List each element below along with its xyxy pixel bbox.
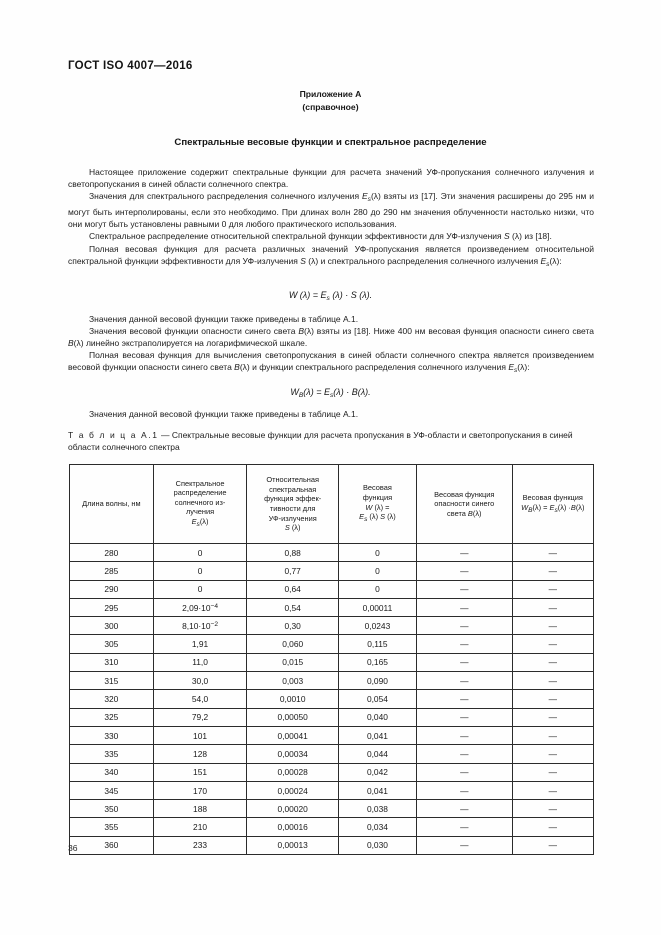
paragraph-8: Значения данной весовой функции также приведены в таблице А.1. (89, 409, 359, 419)
cell-weighting-w: 0,038 (338, 800, 416, 818)
cell-solar-distribution: $2,09\cdot 10^{-4}$ (153, 598, 247, 616)
cell-wavelength: 295 (70, 598, 154, 616)
cell-weighting-w: 0,044 (338, 745, 416, 763)
cell-weighting-w: 0,115 (338, 635, 416, 653)
cell-solar-distribution: 233 (153, 836, 247, 854)
cell-relative-efficiency: 0,00050 (247, 708, 338, 726)
table-row (70, 708, 594, 726)
cell-weighting-wb: — (512, 800, 593, 818)
cell-wavelength: 335 (70, 745, 154, 763)
cell-relative-efficiency: 0,77 (247, 562, 338, 580)
page-title: Спектральные весовые функции и спектральное распределение (174, 137, 487, 148)
cell-relative-efficiency: 0,00041 (247, 726, 338, 744)
cell-wavelength: 285 (70, 562, 154, 580)
table-row (70, 781, 594, 799)
paragraph-2: Значения для спектрального распределения солнечного излучения $E_s(\lambda)$ взяты из [17]. Эти значения расширены до 295 нм и могут быть интерполированы, если это необходимо. При длинах волн 280 до 290 нм значения облученности настолько низки, что они могут быть установлены равными 0 для любого практического использования. (68, 191, 594, 230)
cell-relative-efficiency: 0,00016 (247, 818, 338, 836)
cell-blue-hazard: — (416, 818, 512, 836)
cell-solar-distribution: 101 (153, 726, 247, 744)
cell-blue-hazard: — (416, 763, 512, 781)
cell-solar-distribution: 151 (153, 763, 247, 781)
column-header-weighting-function-w: Весовая функция W (λ) = Es (λ) S (λ) (338, 465, 416, 544)
cell-wavelength: 325 (70, 708, 154, 726)
formula-wb-lambda (0, 387, 661, 399)
cell-blue-hazard: — (416, 544, 512, 562)
cell-blue-hazard: — (416, 598, 512, 616)
paragraph-3: Спектральное распределение относительной спектральной функции эффективности для УФ-излучения S (λ) из [18]. (89, 231, 552, 242)
formula-2-text: $W_B(\lambda) = E_s(\lambda) \cdot B(\lambda)$. (290, 387, 371, 399)
page-number: 36 (68, 843, 78, 853)
cell-wavelength: 305 (70, 635, 154, 653)
table-row (70, 818, 594, 836)
paragraph-1: Настоящее приложение содержит спектральные функции для расчета значений УФ-пропускания солнечного излучения и светопропускания в синей области солнечного спектра. (68, 167, 594, 190)
table-caption-label: Т а б л и ц а А.1 (68, 430, 159, 440)
table-body (70, 544, 594, 855)
cell-weighting-wb: — (512, 544, 593, 562)
cell-wavelength: 355 (70, 818, 154, 836)
cell-weighting-wb: — (512, 617, 593, 635)
cell-blue-hazard: — (416, 580, 512, 598)
table-row (70, 617, 594, 635)
cell-weighting-wb: — (512, 580, 593, 598)
cell-relative-efficiency: 0,00034 (247, 745, 338, 763)
cell-weighting-wb: — (512, 726, 593, 744)
cell-solar-distribution: 79,2 (153, 708, 247, 726)
cell-weighting-w: 0,090 (338, 672, 416, 690)
paragraph-4: Полная весовая функция для расчета различных значений УФ-пропускания является произведением относительной спектральной функции эффективности для УФ-излучения S (λ) и спектрального распределения солнечного излучения $E_s(\lambda)$: (68, 243, 594, 268)
cell-weighting-w: 0,030 (338, 836, 416, 854)
cell-blue-hazard: — (416, 562, 512, 580)
cell-wavelength: 310 (70, 653, 154, 671)
column-header-solar-spectral-distribution: Спектральное распределение солнечного из- лучения Es(λ) (153, 465, 247, 544)
paragraph-6: Значения весовой функции опасности синего света B(λ) взяты из [18]. Ниже 400 нм весовая функция опасности синего света B(λ) линейно экстраполируется на логарифмической шкале. (68, 326, 594, 349)
cell-weighting-wb: — (512, 690, 593, 708)
paragraph-7: Полная весовая функция для вычисления светопропускания в синей области солнечного спектра является произведением весовой функции опасности синего света B(λ) и функции спектрального распределения солнечного излучения $E_s(\lambda)$: (68, 350, 594, 375)
table-row (70, 690, 594, 708)
cell-weighting-w: 0,0243 (338, 617, 416, 635)
table-row (70, 635, 594, 653)
cell-weighting-w: 0,040 (338, 708, 416, 726)
cell-relative-efficiency: 0,00028 (247, 763, 338, 781)
annex-label: Приложение А (299, 89, 362, 99)
cell-weighting-w: 0,165 (338, 653, 416, 671)
cell-wavelength: 320 (70, 690, 154, 708)
cell-solar-distribution: $8,10\cdot 10^{-2}$ (153, 617, 247, 635)
cell-blue-hazard: — (416, 781, 512, 799)
cell-weighting-w: 0,054 (338, 690, 416, 708)
table-row (70, 562, 594, 580)
cell-solar-distribution: 0 (153, 580, 247, 598)
table-row (70, 726, 594, 744)
cell-wavelength: 360 (70, 836, 154, 854)
column-header-blue-light-hazard: Весовая функция опасности синего света B(λ) (416, 465, 512, 544)
cell-wavelength: 330 (70, 726, 154, 744)
formula-1-text: W $(\lambda) = E_s$ (λ) · S (λ). (288, 290, 373, 302)
table-caption-text: — Спектральные весовые функции для расчета пропускания в УФ-области и светопропускания в синей области солнечного спектра (68, 430, 573, 453)
cell-wavelength: 315 (70, 672, 154, 690)
cell-relative-efficiency: 0,30 (247, 617, 338, 635)
cell-solar-distribution: 30,0 (153, 672, 247, 690)
cell-weighting-wb: — (512, 781, 593, 799)
cell-weighting-wb: — (512, 836, 593, 854)
cell-blue-hazard: — (416, 708, 512, 726)
cell-weighting-wb: — (512, 653, 593, 671)
cell-weighting-wb: — (512, 763, 593, 781)
table-row (70, 653, 594, 671)
table-row (70, 544, 594, 562)
table-row (70, 800, 594, 818)
cell-solar-distribution: 128 (153, 745, 247, 763)
cell-wavelength: 340 (70, 763, 154, 781)
formula-w-lambda (0, 290, 661, 302)
table-row (70, 580, 594, 598)
column-header-weighting-function-wb: Весовая функция WB(λ) = Es(λ) ·B(λ) (512, 465, 593, 544)
cell-wavelength: 350 (70, 800, 154, 818)
table-row (70, 672, 594, 690)
cell-weighting-w: 0 (338, 544, 416, 562)
cell-blue-hazard: — (416, 745, 512, 763)
cell-weighting-wb: — (512, 598, 593, 616)
cell-weighting-w: 0 (338, 562, 416, 580)
cell-relative-efficiency: 0,88 (247, 544, 338, 562)
table-header-row-group (70, 465, 594, 544)
cell-blue-hazard: — (416, 617, 512, 635)
cell-weighting-w: 0,034 (338, 818, 416, 836)
annex-kind: (справочное) (302, 101, 359, 112)
cell-blue-hazard: — (416, 635, 512, 653)
cell-wavelength: 280 (70, 544, 154, 562)
column-header-relative-uv-efficiency: Относительная спектральная функция эффек- тивности для УФ-излучения S (λ) (247, 465, 338, 544)
cell-relative-efficiency: 0,0010 (247, 690, 338, 708)
cell-weighting-w: 0,041 (338, 726, 416, 744)
column-header-wavelength: Длина волны, нм (70, 465, 154, 544)
cell-solar-distribution: 54,0 (153, 690, 247, 708)
cell-relative-efficiency: 0,003 (247, 672, 338, 690)
cell-weighting-w: 0,042 (338, 763, 416, 781)
cell-weighting-wb: — (512, 745, 593, 763)
closing-paragraph (68, 408, 594, 420)
cell-weighting-w: 0,00011 (338, 598, 416, 616)
cell-solar-distribution: 0 (153, 544, 247, 562)
table-row (70, 763, 594, 781)
cell-solar-distribution: 0 (153, 562, 247, 580)
cell-solar-distribution: 210 (153, 818, 247, 836)
cell-blue-hazard: — (416, 672, 512, 690)
cell-blue-hazard: — (416, 726, 512, 744)
cell-weighting-wb: — (512, 672, 593, 690)
cell-weighting-wb: — (512, 635, 593, 653)
cell-weighting-w: 0 (338, 580, 416, 598)
cell-blue-hazard: — (416, 836, 512, 854)
cell-weighting-w: 0,041 (338, 781, 416, 799)
paragraph-5: Значения данной весовой функции также приведены в таблице А.1. (89, 314, 359, 324)
cell-wavelength: 300 (70, 617, 154, 635)
cell-wavelength: 345 (70, 781, 154, 799)
cell-wavelength: 290 (70, 580, 154, 598)
cell-weighting-wb: — (512, 818, 593, 836)
cell-relative-efficiency: 0,060 (247, 635, 338, 653)
cell-relative-efficiency: 0,54 (247, 598, 338, 616)
cell-relative-efficiency: 0,00020 (247, 800, 338, 818)
cell-relative-efficiency: 0,015 (247, 653, 338, 671)
cell-solar-distribution: 11,0 (153, 653, 247, 671)
table-header-row (70, 465, 594, 544)
cell-weighting-wb: — (512, 562, 593, 580)
cell-relative-efficiency: 0,64 (247, 580, 338, 598)
intro-paragraphs (68, 166, 594, 271)
cell-relative-efficiency: 0,00013 (247, 836, 338, 854)
cell-blue-hazard: — (416, 800, 512, 818)
cell-blue-hazard: — (416, 653, 512, 671)
cell-relative-efficiency: 0,00024 (247, 781, 338, 799)
document-standard-header: ГОСТ ISO 4007—2016 (68, 60, 193, 72)
middle-paragraphs (68, 313, 594, 377)
table-row (70, 745, 594, 763)
cell-solar-distribution: 188 (153, 800, 247, 818)
cell-solar-distribution: 170 (153, 781, 247, 799)
table-row (70, 836, 594, 854)
cell-blue-hazard: — (416, 690, 512, 708)
cell-weighting-wb: — (512, 708, 593, 726)
table-caption (68, 429, 596, 453)
annex-heading (0, 88, 661, 113)
table-row (70, 598, 594, 616)
spectral-weighting-table (69, 464, 594, 855)
cell-solar-distribution: 1,91 (153, 635, 247, 653)
